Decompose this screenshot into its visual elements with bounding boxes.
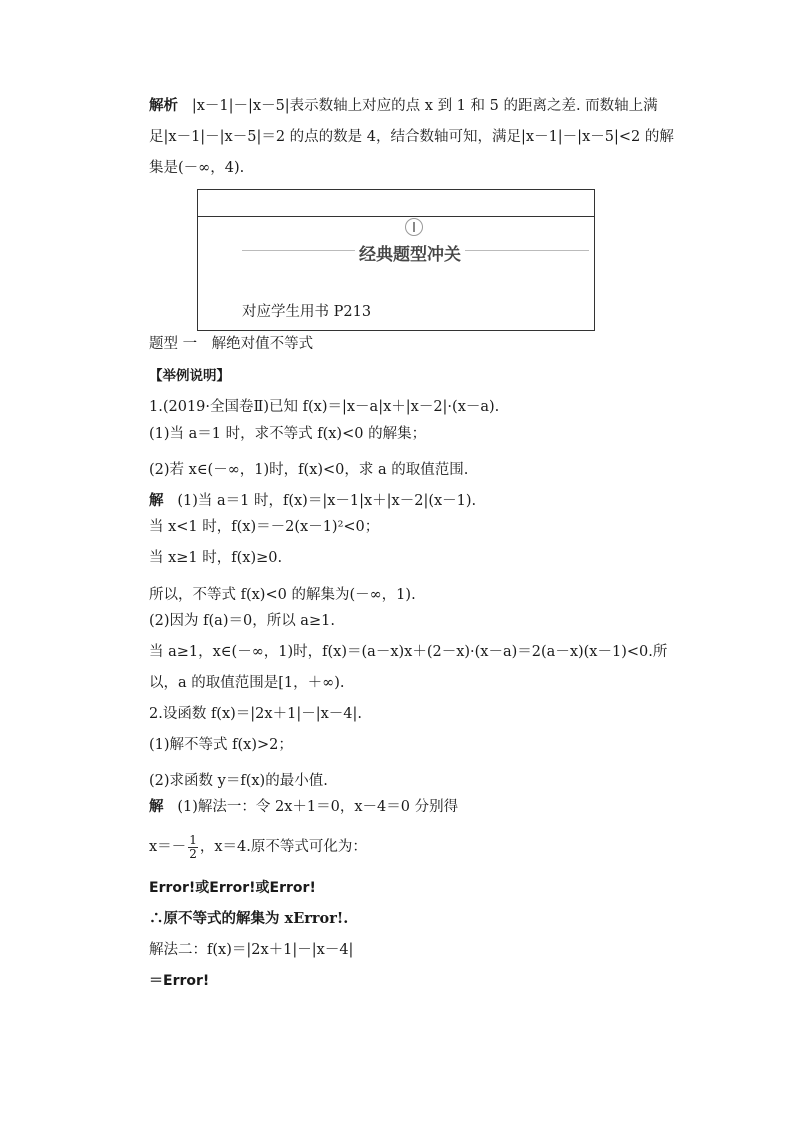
q2-part2: (2)求函数 y＝f(x)的最小值.	[149, 773, 328, 789]
q1-sol-line-6: 当 a≥1，x∈(－∞，1)时，f(x)＝(a－x)x＋(2－x)·(x－a)＝2(a－x)(x－1)<0.所	[149, 644, 668, 660]
analysis-label: 解析	[149, 97, 178, 114]
analysis-text-1: |x－1|－|x－5|表示数轴上对应的点 x 到 1 和 5 的距离之差. 而数轴上满	[191, 98, 658, 114]
q1-part1: (1)当 a＝1 时，求不等式 f(x)<0 的解集；	[149, 426, 427, 442]
q1-stem: 1.(2019·全国卷Ⅱ)已知 f(x)＝|x－a|x＋|x－2|·(x－a).	[149, 399, 500, 415]
analysis-line-2: 足|x－1|－|x－5|＝2 的点的数是 4，结合数轴可知，满足|x－1|－|x－5|<2 的解	[149, 129, 674, 145]
q2-error-line-1: Error!或Error!或Error!	[149, 880, 316, 896]
section-banner	[197, 189, 595, 331]
q2-sol-label: 解	[149, 798, 164, 815]
q1-sol-text-1: (1)当 a＝1 时，f(x)＝|x－1|x＋|x－2|(x－1).	[177, 493, 477, 509]
bulb-icon	[405, 218, 423, 236]
q2-sol-line-1	[149, 797, 458, 817]
q2-x-eq: x＝－	[149, 839, 187, 855]
q2-sol-text-1: (1)解法一：令 2x＋1＝0，x－4＝0 分别得	[177, 799, 459, 815]
q1-sol-line-2: 当 x<1 时，f(x)＝－2(x－1)²<0；	[149, 519, 380, 535]
q1-sol-line-5: (2)因为 f(a)＝0，所以 a≥1.	[149, 613, 335, 629]
q2-sol-text-2: ，x＝4.原不等式可化为：	[199, 839, 367, 855]
banner-divider	[198, 216, 594, 217]
example-heading: 【举例说明】	[149, 368, 230, 384]
q2-sol-line-2	[149, 830, 367, 864]
banner-subtitle: 对应学生用书 P213	[242, 304, 372, 320]
banner-title: 经典题型冲关	[355, 240, 465, 265]
q1-sol-line-1	[149, 491, 476, 511]
fraction-numerator: 1	[189, 832, 197, 847]
q2-method2: 解法二：f(x)＝|2x＋1|－|x－4|	[149, 942, 354, 958]
fraction-denominator: 2	[189, 846, 197, 861]
q1-part2: (2)若 x∈(－∞，1)时，f(x)<0，求 a 的取值范围.	[149, 462, 469, 478]
section-title: 题型 一 解绝对值不等式	[149, 336, 314, 352]
q1-sol-label: 解	[149, 492, 164, 509]
q2-stem: 2.设函数 f(x)＝|2x＋1|－|x－4|.	[149, 706, 362, 722]
half-fraction	[188, 834, 198, 861]
q1-sol-line-3: 当 x≥1 时，f(x)≥0.	[149, 550, 283, 566]
q2-part1: (1)解不等式 f(x)>2；	[149, 737, 293, 753]
q1-sol-line-7: 以，a 的取值范围是[1，＋∞).	[149, 675, 345, 691]
analysis-line-3: 集是(－∞，4).	[149, 160, 245, 176]
q2-error-line-3: ＝Error!	[149, 973, 210, 989]
q2-error-line-2: ∴原不等式的解集为 xError!.	[149, 910, 349, 927]
analysis-line-1	[149, 96, 658, 116]
q1-sol-line-4: 所以，不等式 f(x)<0 的解集为(－∞，1).	[149, 587, 416, 603]
